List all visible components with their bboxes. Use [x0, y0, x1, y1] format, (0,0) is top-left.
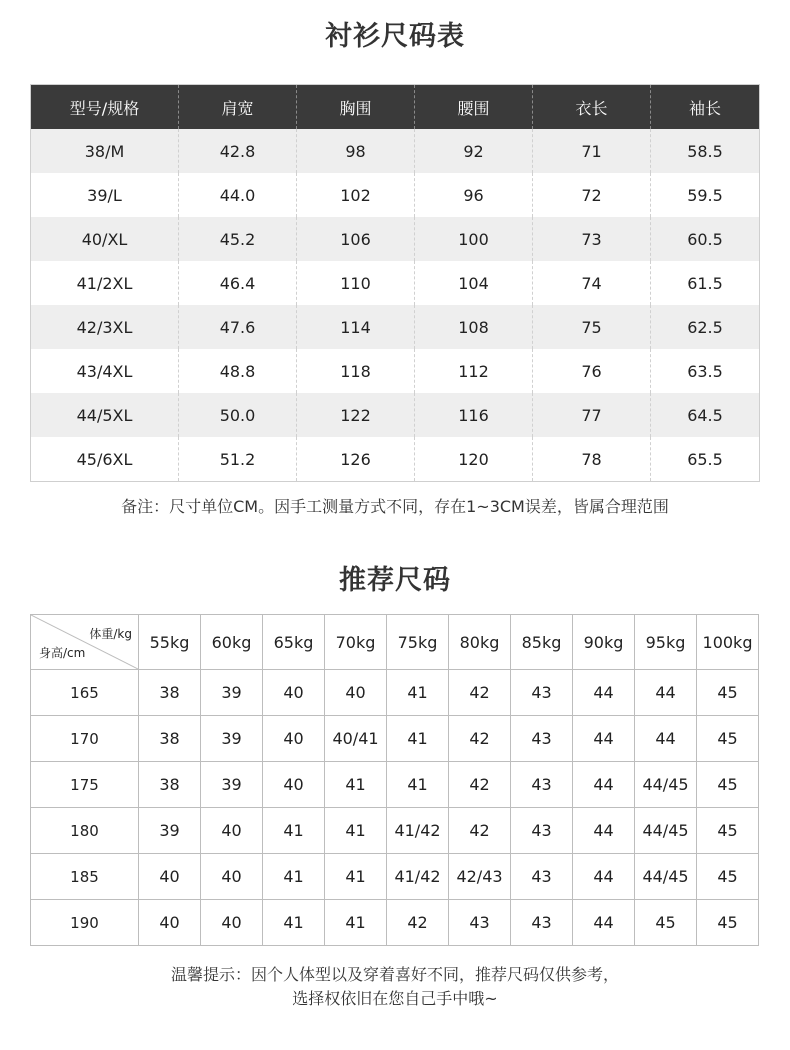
size-chart-header-cell: 腰围: [415, 85, 533, 129]
recommend-size-cell: 41: [387, 762, 449, 808]
recommend-size-cell: 43: [511, 854, 573, 900]
weight-header-cell: 95kg: [635, 615, 697, 670]
recommend-size-cell: 40: [263, 762, 325, 808]
recommend-size-cell: 44: [573, 716, 635, 762]
recommend-size-cell: 44: [635, 716, 697, 762]
size-chart-value-cell: 122: [297, 393, 415, 437]
recommend-size-cell: 41: [387, 716, 449, 762]
recommend-tip: [0, 963, 790, 1011]
size-chart-row: [31, 173, 759, 217]
height-cell: 190: [31, 900, 139, 946]
size-chart-header-cell: 袖长: [688, 98, 721, 118]
size-chart-value-cell: 116: [415, 393, 533, 437]
recommend-size-cell: 38: [139, 670, 201, 716]
size-chart-value-cell: 71: [533, 129, 651, 173]
weight-header-cell: 80kg: [449, 615, 511, 670]
weight-header-cell: 100kg: [697, 615, 759, 670]
size-chart-header-cell: 胸围: [297, 85, 415, 129]
recommend-size-cell: 45: [697, 900, 759, 946]
size-chart-value-cell: 59.5: [687, 185, 723, 205]
recommend-size-cell: 42: [449, 808, 511, 854]
size-chart-value-cell: 102: [297, 173, 415, 217]
size-chart-value-cell: 110: [297, 261, 415, 305]
size-chart-note: 备注：尺寸单位CM。因手工测量方式不同，存在1~3CM误差，皆属合理范围: [121, 497, 669, 516]
recommend-size-cell: 40: [139, 900, 201, 946]
size-chart-row: [31, 261, 759, 305]
recommend-size-cell: 41: [387, 670, 449, 716]
weight-header-cell: 90kg: [573, 615, 635, 670]
size-chart-value-cell: 76: [533, 349, 651, 393]
size-chart-value-cell: 118: [297, 349, 415, 393]
recommend-size-cell: 40: [201, 900, 263, 946]
recommend-tip-line: 温馨提示：因个人体型以及穿着喜好不同，推荐尺码仅供参考，: [170, 965, 619, 984]
size-chart-value-cell: 100: [415, 217, 533, 261]
recommend-tip-line: 选择权依旧在您自己手中哦~: [292, 989, 498, 1008]
size-chart-row: [31, 393, 759, 437]
height-cell: 175: [31, 762, 139, 808]
size-chart-value-cell: 104: [415, 261, 533, 305]
size-chart-value-cell: 64.5: [687, 405, 723, 425]
size-chart-value-cell: 108: [415, 305, 533, 349]
recommend-size-cell: 45: [635, 900, 697, 946]
weight-axis-label: 体重/kg: [89, 627, 132, 641]
recommend-size-cell: 43: [511, 762, 573, 808]
size-chart-value-cell: 114: [297, 305, 415, 349]
recommend-table: [30, 614, 759, 946]
size-chart-header-cell: 型号/规格: [31, 85, 179, 129]
size-chart-value-cell: 44.0: [179, 173, 297, 217]
size-chart-model-cell: 40/XL: [31, 217, 179, 261]
size-chart-header-cell: 衣长: [533, 85, 651, 129]
recommend-row: [31, 762, 759, 808]
size-chart-model-cell: 41/2XL: [31, 261, 179, 305]
recommend-size-cell: 44/45: [635, 854, 697, 900]
recommend-size-cell: 39: [201, 716, 263, 762]
size-chart-value-cell: 72: [533, 173, 651, 217]
recommend-title: 推荐尺码: [339, 565, 451, 596]
size-chart-header-row: [31, 85, 759, 129]
recommend-size-cell: 45: [697, 808, 759, 854]
recommend-size-cell: 44: [573, 808, 635, 854]
recommend-size-cell: 44/45: [635, 808, 697, 854]
size-chart-value-cell: 74: [533, 261, 651, 305]
recommend-size-cell: 40/41: [325, 716, 387, 762]
recommend-size-cell: 42: [387, 900, 449, 946]
height-cell: 170: [31, 716, 139, 762]
size-chart-value-cell: 98: [297, 129, 415, 173]
size-chart-value-cell: 50.0: [179, 393, 297, 437]
recommend-size-cell: 44: [573, 670, 635, 716]
height-cell: 185: [31, 854, 139, 900]
recommend-size-cell: 43: [511, 808, 573, 854]
size-chart-body: [31, 129, 759, 481]
size-chart-value-cell: 112: [415, 349, 533, 393]
size-chart-value-cell: 51.2: [179, 437, 297, 481]
size-chart-model-cell: 44/5XL: [31, 393, 179, 437]
recommend-size-cell: 41/42: [387, 854, 449, 900]
size-chart-row: [31, 349, 759, 393]
recommend-size-cell: 44: [573, 854, 635, 900]
recommend-size-cell: 43: [511, 716, 573, 762]
recommend-size-cell: 40: [201, 854, 263, 900]
recommend-size-cell: 45: [697, 716, 759, 762]
recommend-size-cell: 40: [325, 670, 387, 716]
size-chart-value-cell: 92: [415, 129, 533, 173]
size-chart-value-cell: 65.5: [687, 449, 723, 469]
recommend-size-cell: 40: [139, 854, 201, 900]
size-chart-value-cell: 73: [533, 217, 651, 261]
recommend-corner-cell: [31, 615, 139, 670]
recommend-size-cell: 45: [697, 762, 759, 808]
size-chart-value-cell: 75: [533, 305, 651, 349]
size-chart-value-cell: 42.8: [179, 129, 297, 173]
recommend-row: [31, 900, 759, 946]
recommend-row: [31, 808, 759, 854]
recommend-size-cell: 41: [325, 762, 387, 808]
size-chart-title: 衬衫尺码表: [325, 21, 465, 52]
recommend-size-cell: 45: [697, 854, 759, 900]
height-axis-label: 身高/cm: [39, 646, 86, 660]
recommend-size-cell: 44: [573, 762, 635, 808]
recommend-size-cell: 42: [449, 716, 511, 762]
recommend-size-cell: 44: [635, 670, 697, 716]
size-chart-row: [31, 305, 759, 349]
weight-header-cell: 75kg: [387, 615, 449, 670]
size-chart-value-cell: 47.6: [179, 305, 297, 349]
size-chart-value-cell: 63.5: [687, 361, 723, 381]
recommend-size-cell: 41: [263, 900, 325, 946]
recommend-size-cell: 45: [697, 670, 759, 716]
size-chart-value-cell: 77: [533, 393, 651, 437]
recommend-row: [31, 716, 759, 762]
recommend-size-cell: 41: [325, 900, 387, 946]
weight-header-cell: 70kg: [325, 615, 387, 670]
recommend-size-cell: 41: [325, 854, 387, 900]
recommend-size-cell: 44/45: [635, 762, 697, 808]
size-chart-value-cell: 106: [297, 217, 415, 261]
size-chart-model-cell: 39/L: [31, 173, 179, 217]
size-chart-value-cell: 96: [415, 173, 533, 217]
weight-header-cell: 60kg: [201, 615, 263, 670]
size-chart-value-cell: 58.5: [687, 141, 723, 161]
recommend-size-cell: 40: [201, 808, 263, 854]
recommend-size-cell: 44: [573, 900, 635, 946]
weight-header-cell: 85kg: [511, 615, 573, 670]
recommend-size-cell: 38: [139, 762, 201, 808]
size-chart-header-cell: 肩宽: [179, 85, 297, 129]
height-cell: 165: [31, 670, 139, 716]
size-chart-model-cell: 43/4XL: [31, 349, 179, 393]
recommend-size-cell: 41: [325, 808, 387, 854]
recommend-size-cell: 39: [139, 808, 201, 854]
weight-header-cell: 65kg: [263, 615, 325, 670]
size-chart-value-cell: 45.2: [179, 217, 297, 261]
size-chart-value-cell: 46.4: [179, 261, 297, 305]
recommend-size-cell: 39: [201, 670, 263, 716]
recommend-size-cell: 42: [449, 670, 511, 716]
recommend-size-cell: 39: [201, 762, 263, 808]
size-chart-table: [30, 84, 760, 482]
recommend-row: [31, 670, 759, 716]
recommend-size-cell: 38: [139, 716, 201, 762]
recommend-size-cell: 41: [263, 854, 325, 900]
recommend-size-cell: 43: [511, 670, 573, 716]
size-chart-value-cell: 61.5: [687, 273, 723, 293]
recommend-row: [31, 854, 759, 900]
recommend-size-cell: 41: [263, 808, 325, 854]
size-chart-row: [31, 437, 759, 481]
recommend-size-cell: 40: [263, 716, 325, 762]
recommend-size-cell: 40: [263, 670, 325, 716]
size-chart-value-cell: 62.5: [687, 317, 723, 337]
size-chart-value-cell: 60.5: [687, 229, 723, 249]
size-chart-model-cell: 45/6XL: [31, 437, 179, 481]
recommend-size-cell: 43: [449, 900, 511, 946]
size-chart-value-cell: 120: [415, 437, 533, 481]
size-chart-value-cell: 78: [533, 437, 651, 481]
recommend-header-row: [31, 615, 759, 670]
size-chart-value-cell: 48.8: [179, 349, 297, 393]
recommend-size-cell: 43: [511, 900, 573, 946]
size-chart-row: [31, 129, 759, 173]
size-chart-row: [31, 217, 759, 261]
recommend-size-cell: 42: [449, 762, 511, 808]
weight-header-cell: 55kg: [139, 615, 201, 670]
size-chart-value-cell: 126: [297, 437, 415, 481]
size-chart-model-cell: 38/M: [31, 129, 179, 173]
size-chart-model-cell: 42/3XL: [31, 305, 179, 349]
recommend-size-cell: 42/43: [449, 854, 511, 900]
recommend-size-cell: 41/42: [387, 808, 449, 854]
height-cell: 180: [31, 808, 139, 854]
